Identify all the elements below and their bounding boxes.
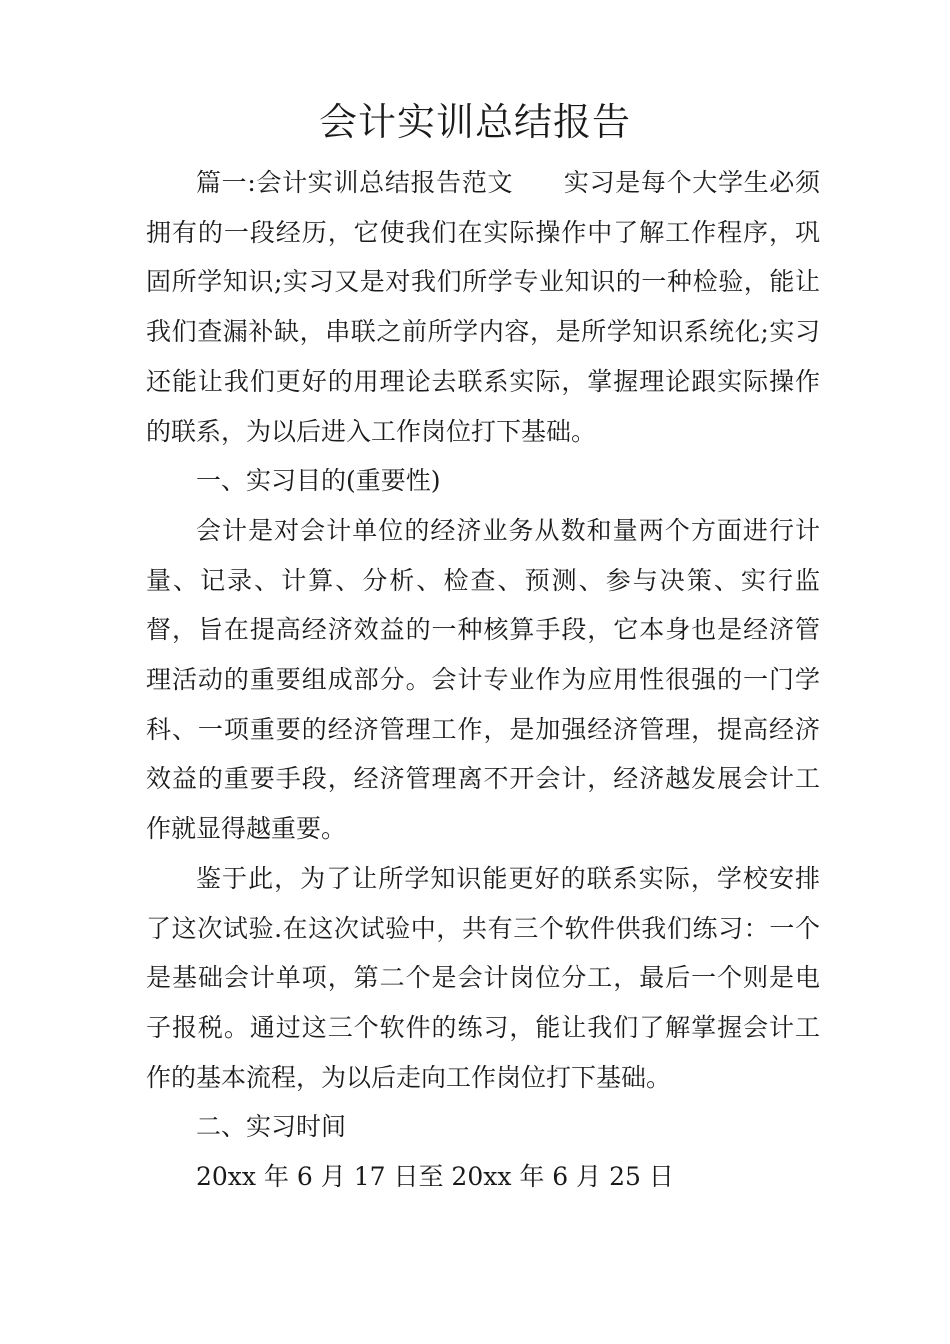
section-2-heading: 二、实习时间 — [196, 1112, 347, 1142]
document-body — [146, 158, 820, 1202]
intro-prefix: 篇一:会计实训总结报告范文 — [196, 168, 514, 197]
section-1-heading: 一、实习目的(重要性) — [196, 466, 441, 496]
section-1-paragraph-2: 鉴于此，为了让所学知识能更好的联系实际，学校安排了这次试验.在这次试验中，共有三个软件供我们练习：一个是基础会计单项，第二个是会计岗位分工，最后一个则是电子报税。通过这三个软件的练习，能让我们了解掌握会计工作的基本流程，为以后走向工作岗位打下基础。 — [146, 863, 820, 1092]
intro-paragraph — [146, 158, 820, 456]
document-title: 会计实训总结报告 — [318, 100, 631, 144]
internship-date-range: 20xx 年 6 月 17 日至 20xx 年 6 月 25 日 — [196, 1162, 674, 1192]
intro-text: 实习是每个大学生必须拥有的一段经历，它使我们在实际操作中了解工作程序，巩固所学知识;实习又是对我们所学专业知识的一种检验，能让我们查漏补缺，串联之前所学内容，是所学知识系统化;实习还能让我们更好的用理论去联系实际，掌握理论跟实际操作的联系，为以后进入工作岗位打下基础。 — [146, 168, 820, 446]
section-1-paragraph-1: 会计是对会计单位的经济业务从数和量两个方面进行计量、记录、计算、分析、检查、预测、参与决策、实行监督，旨在提高经济效益的一种核算手段，它本身也是经济管理活动的重要组成部分。会计专业作为应用性很强的一门学科、一项重要的经济管理工作，是加强经济管理，提高经济效益的重要手段，经济管理离不开会计，经济越发展会计工作就显得越重要。 — [146, 515, 820, 844]
